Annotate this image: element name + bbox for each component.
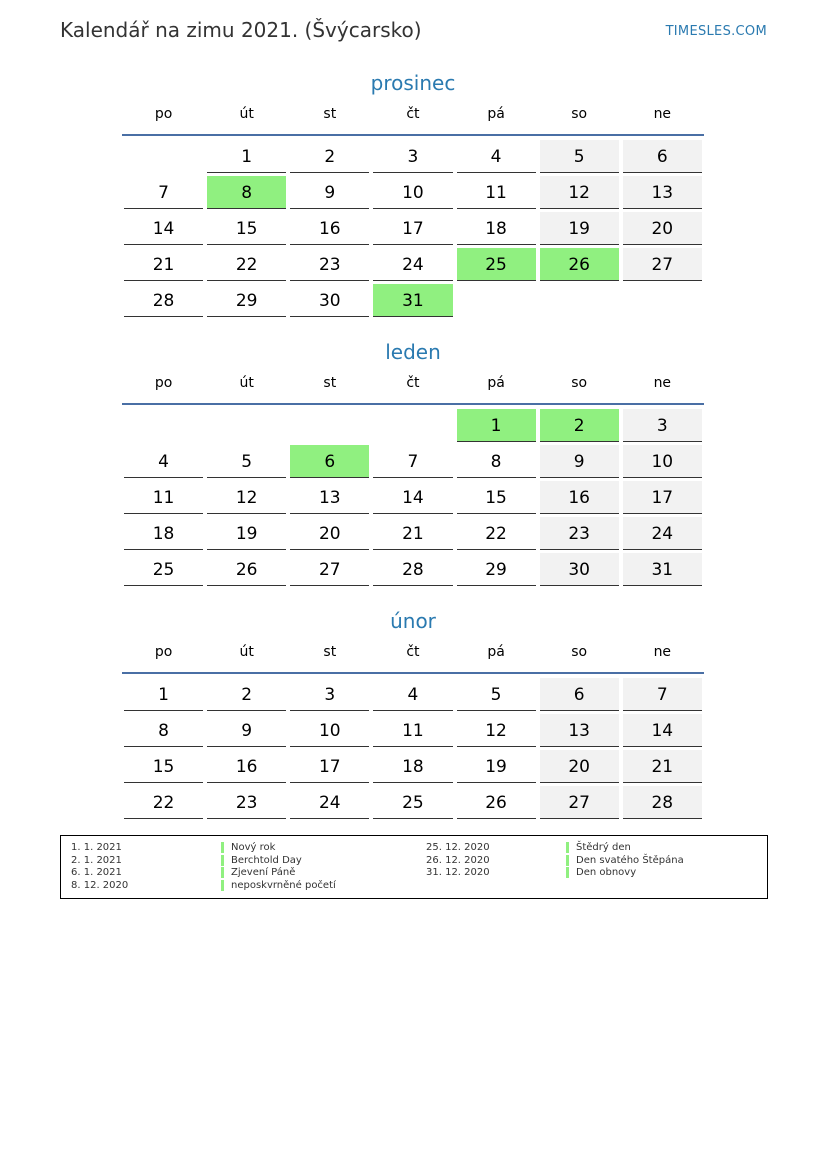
day-cell: 25 [124, 553, 203, 586]
day-cell: 29 [457, 553, 536, 586]
day-cell: 5 [457, 678, 536, 711]
day-cell: 10 [623, 445, 702, 478]
weekday-label: po [154, 375, 173, 391]
weekday-label: po [154, 644, 173, 660]
day-cell: 11 [457, 176, 536, 209]
day-cell: 8 [457, 445, 536, 478]
day-cell: 11 [124, 481, 203, 514]
legend-date: 6. 1. 2021 [71, 867, 122, 878]
weekday-label: pá [487, 375, 505, 391]
day-cell: 28 [373, 553, 452, 586]
site-link[interactable]: TIMESLES.COM [665, 24, 767, 39]
day-cell: 2 [290, 140, 369, 173]
legend-date: 1. 1. 2021 [71, 842, 122, 853]
day-cell: 27 [623, 248, 702, 281]
weekday-label: st [323, 375, 337, 391]
day-cell: 17 [373, 212, 452, 245]
empty-cell [373, 409, 452, 441]
empty-cell [124, 140, 203, 172]
day-cell: 28 [623, 786, 702, 819]
day-cell: 19 [457, 750, 536, 783]
day-cell: 7 [623, 678, 702, 711]
month-únor [122, 606, 704, 822]
day-cell-holiday: 6 [290, 445, 369, 478]
day-cell: 26 [457, 786, 536, 819]
day-cell: 27 [540, 786, 619, 819]
day-cell: 24 [373, 248, 452, 281]
legend-date: 8. 12. 2020 [71, 879, 129, 891]
day-cell: 15 [457, 481, 536, 514]
legend-date: 31. 12. 2020 [426, 867, 490, 878]
legend-date: 26. 12. 2020 [426, 854, 490, 866]
day-cell: 4 [373, 678, 452, 711]
month-title: prosinec [370, 71, 456, 95]
month-title: únor [390, 609, 436, 633]
day-cell: 5 [540, 140, 619, 173]
weekday-label: pá [487, 106, 505, 122]
day-cell: 12 [207, 481, 286, 514]
day-cell: 23 [207, 786, 286, 819]
day-cell: 13 [290, 481, 369, 514]
legend-holiday-name: neposkvrněné početí [221, 880, 336, 891]
day-cell: 3 [290, 678, 369, 711]
day-cell: 18 [457, 212, 536, 245]
day-cell-holiday: 2 [540, 409, 619, 442]
day-cell: 24 [623, 517, 702, 550]
legend-holiday-name: Berchtold Day [221, 855, 302, 866]
weekday-label: po [154, 106, 173, 122]
legend-date: 2. 1. 2021 [71, 854, 122, 866]
weekday-label: st [323, 106, 337, 122]
day-cell: 9 [290, 176, 369, 209]
day-cell: 7 [373, 445, 452, 478]
day-cell: 14 [124, 212, 203, 245]
day-cell: 18 [373, 750, 452, 783]
day-cell: 21 [373, 517, 452, 550]
legend-holiday-name: Den obnovy [566, 867, 636, 878]
day-cell: 5 [207, 445, 286, 478]
weekday-label: út [239, 375, 254, 391]
legend-holiday-name: Den svatého Štěpána [566, 855, 684, 866]
weekday-label: so [571, 375, 588, 391]
day-cell: 27 [290, 553, 369, 586]
day-cell: 8 [124, 714, 203, 747]
day-cell: 16 [290, 212, 369, 245]
holiday-legend [60, 835, 768, 899]
day-grid [122, 409, 704, 589]
page-title: Kalendář na zimu 2021. (Švýcarsko) [60, 18, 422, 42]
day-cell: 1 [124, 678, 203, 711]
day-cell: 22 [457, 517, 536, 550]
day-cell: 6 [623, 140, 702, 173]
day-cell: 23 [290, 248, 369, 281]
day-cell: 3 [623, 409, 702, 442]
day-cell: 23 [540, 517, 619, 550]
day-cell: 12 [457, 714, 536, 747]
day-cell: 22 [124, 786, 203, 819]
weekday-label: st [323, 644, 337, 660]
day-cell: 29 [207, 284, 286, 317]
day-cell: 30 [540, 553, 619, 586]
legend-holiday-name: Zjevení Páně [221, 867, 295, 878]
day-cell: 19 [207, 517, 286, 550]
day-grid [122, 140, 704, 320]
day-cell: 13 [623, 176, 702, 209]
weekday-label: ne [653, 644, 672, 660]
day-cell: 15 [207, 212, 286, 245]
day-cell: 24 [290, 786, 369, 819]
weekday-header [122, 98, 704, 136]
day-cell: 25 [373, 786, 452, 819]
weekday-label: čt [406, 106, 420, 122]
month-prosinec [122, 68, 704, 320]
empty-cell [207, 409, 286, 441]
day-cell: 4 [124, 445, 203, 478]
weekday-label: ne [653, 375, 672, 391]
day-cell: 9 [207, 714, 286, 747]
day-cell-holiday: 26 [540, 248, 619, 281]
day-cell: 15 [124, 750, 203, 783]
day-cell: 22 [207, 248, 286, 281]
day-cell: 7 [124, 176, 203, 209]
day-cell-holiday: 8 [207, 176, 286, 209]
day-cell: 31 [623, 553, 702, 586]
weekday-label: út [239, 644, 254, 660]
day-cell: 3 [373, 140, 452, 173]
weekday-label: út [239, 106, 254, 122]
day-cell: 10 [373, 176, 452, 209]
day-cell: 12 [540, 176, 619, 209]
day-cell: 18 [124, 517, 203, 550]
day-cell: 30 [290, 284, 369, 317]
day-cell: 20 [540, 750, 619, 783]
month-title: leden [385, 340, 441, 364]
day-cell: 11 [373, 714, 452, 747]
weekday-label: pá [487, 644, 505, 660]
legend-holiday-name: Nový rok [221, 842, 275, 853]
legend-holiday-name: Štědrý den [566, 842, 631, 853]
day-cell: 4 [457, 140, 536, 173]
month-leden [122, 337, 704, 589]
day-cell: 1 [207, 140, 286, 173]
day-cell: 9 [540, 445, 619, 478]
day-cell: 16 [207, 750, 286, 783]
day-cell-holiday: 1 [457, 409, 536, 442]
legend-date: 25. 12. 2020 [426, 842, 490, 853]
empty-cell [124, 409, 203, 441]
day-cell: 17 [290, 750, 369, 783]
weekday-label: čt [406, 375, 420, 391]
weekday-header [122, 367, 704, 405]
day-cell: 13 [540, 714, 619, 747]
day-cell: 20 [290, 517, 369, 550]
day-cell: 21 [124, 248, 203, 281]
day-cell: 21 [623, 750, 702, 783]
weekday-label: so [571, 644, 588, 660]
day-cell: 14 [373, 481, 452, 514]
day-cell-holiday: 31 [373, 284, 452, 317]
weekday-label: čt [406, 644, 420, 660]
day-cell: 20 [623, 212, 702, 245]
day-cell: 19 [540, 212, 619, 245]
day-cell: 28 [124, 284, 203, 317]
day-cell: 10 [290, 714, 369, 747]
day-cell: 14 [623, 714, 702, 747]
weekday-header [122, 636, 704, 674]
empty-cell [290, 409, 369, 441]
day-cell: 6 [540, 678, 619, 711]
day-cell: 2 [207, 678, 286, 711]
weekday-label: so [571, 106, 588, 122]
day-cell-holiday: 25 [457, 248, 536, 281]
day-cell: 26 [207, 553, 286, 586]
day-grid [122, 678, 704, 822]
day-cell: 16 [540, 481, 619, 514]
weekday-label: ne [653, 106, 672, 122]
day-cell: 17 [623, 481, 702, 514]
